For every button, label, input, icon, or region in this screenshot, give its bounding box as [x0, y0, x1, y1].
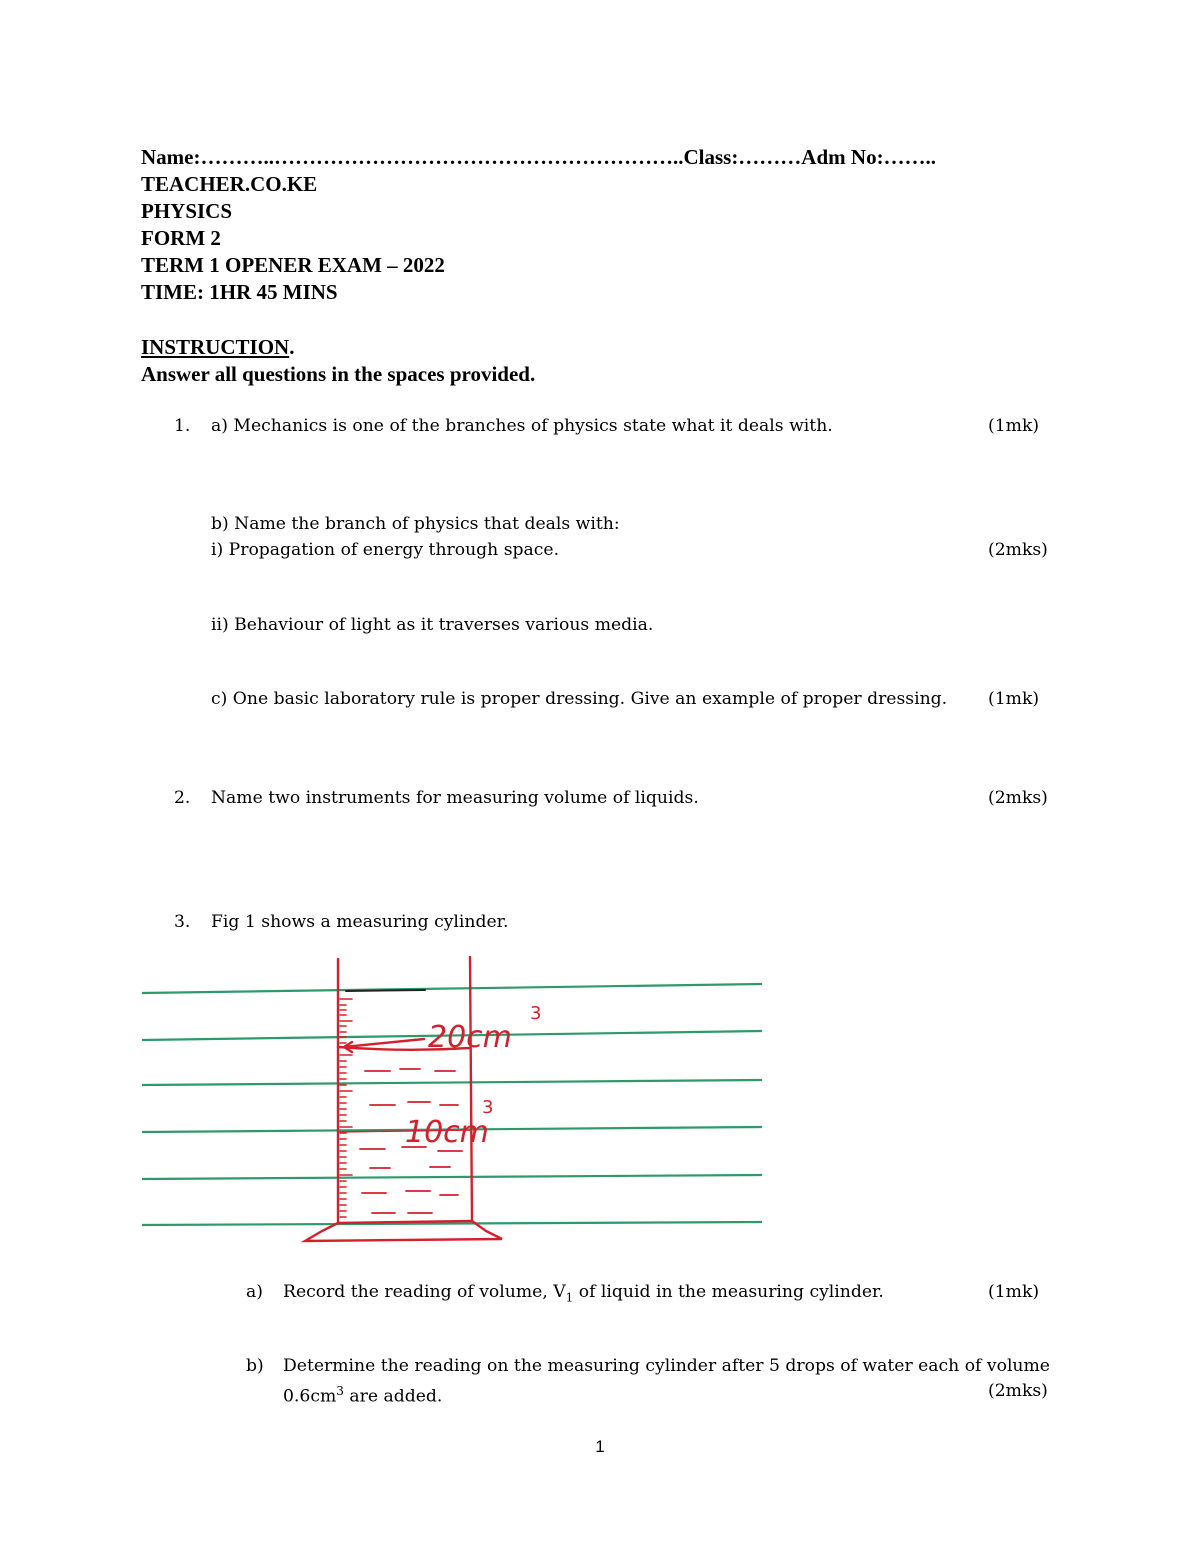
q1-a-marks: (1mk)	[988, 416, 1040, 436]
form-level: FORM 2	[141, 226, 221, 250]
name-class-adm-line: Name:………..…………………………………………………..Class:………Adm No:……..	[141, 145, 937, 169]
cylinder-drawing	[305, 957, 502, 1241]
q1-c-marks: (1mk)	[988, 689, 1040, 709]
instruction-heading-text: INSTRUCTION	[141, 335, 290, 359]
q3-a-label: a)	[246, 1282, 263, 1302]
q3-b-label: b)	[246, 1356, 264, 1376]
q1-b-i-text: i) Propagation of energy through space.	[211, 540, 560, 560]
q1-b-ii-text: ii) Behaviour of light as it traverses various media.	[211, 615, 654, 635]
q2-text: Name two instruments for measuring volume of liquids.	[211, 788, 699, 808]
label-20cm-sup: 3	[530, 1003, 542, 1024]
q3-b-text-line2-pre: 0.6cm	[283, 1386, 337, 1407]
q2-marks: (2mks)	[988, 788, 1048, 808]
site-name: TEACHER.CO.KE	[141, 172, 318, 196]
q3-a-marks: (1mk)	[988, 1282, 1040, 1302]
label-20cm: 20cm	[428, 1020, 512, 1055]
q3-b-text-line1: Determine the reading on the measuring cylinder after 5 drops of water each of volume	[283, 1356, 1050, 1376]
exam-title: TERM 1 OPENER EXAM – 2022	[141, 253, 445, 277]
q3-a-text-sub: 1	[565, 1290, 574, 1305]
q1-c-text: c) One basic laboratory rule is proper dressing. Give an example of proper dressing.	[211, 689, 948, 709]
q3-b-text-line2	[283, 1380, 442, 1408]
measuring-cylinder-figure	[140, 955, 770, 1247]
q3-a-text-post: of liquid in the measuring cylinder.	[573, 1282, 884, 1302]
instruction-heading	[141, 335, 294, 359]
q1-a-text: a) Mechanics is one of the branches of physics state what it deals with.	[211, 416, 833, 436]
q3-b-marks: (2mks)	[988, 1381, 1048, 1401]
ruled-line	[142, 984, 762, 993]
subject: PHYSICS	[141, 199, 233, 223]
reading-arrow	[344, 1039, 424, 1047]
q3-b-text-line2-post: are added.	[343, 1386, 443, 1407]
instruction-heading-suffix: .	[289, 335, 295, 359]
label-10cm: 10cm	[405, 1115, 489, 1150]
q1-b-text: b) Name the branch of physics that deals with:	[211, 514, 620, 534]
q3-a-text	[283, 1281, 884, 1308]
label-10cm-sup: 3	[482, 1097, 494, 1118]
q2-number: 2.	[174, 788, 191, 808]
ruled-line	[142, 1175, 762, 1179]
q3-number: 3.	[174, 912, 191, 932]
scale-ticks	[340, 999, 352, 1217]
q1-number: 1.	[174, 416, 191, 436]
ruled-line	[142, 1080, 762, 1085]
q3-a-text-pre: Record the reading of volume, V	[283, 1282, 566, 1302]
instruction-text: Answer all questions in the spaces provided.	[141, 362, 536, 386]
q3-b-text-line2-sup: 3	[336, 1384, 344, 1398]
exam-time: TIME: 1HR 45 MINS	[141, 280, 338, 304]
top-mark	[346, 990, 425, 991]
cylinder-right-wall	[470, 957, 472, 1221]
q1-b-i-marks: (2mks)	[988, 540, 1048, 560]
page-number: 1	[595, 1437, 605, 1456]
q3-text: Fig 1 shows a measuring cylinder.	[211, 912, 509, 932]
